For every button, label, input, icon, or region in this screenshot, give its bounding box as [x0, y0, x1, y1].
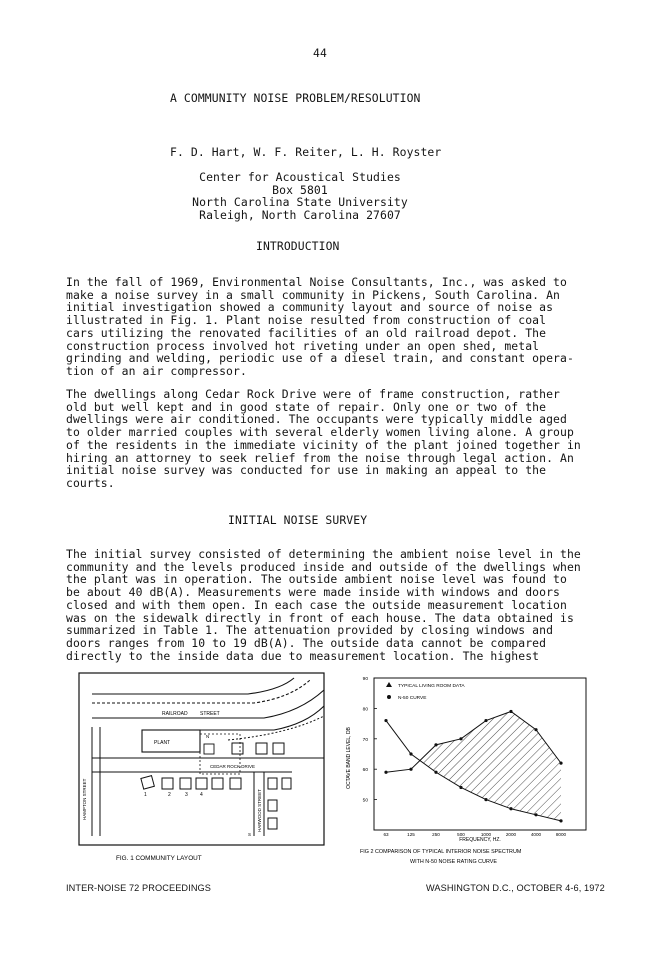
- railroad-track: [92, 680, 310, 703]
- footer-venue-date: WASHINGTON D.C., OCTOBER 4-6, 1972: [426, 883, 605, 893]
- house: [141, 776, 154, 789]
- living-room-data-point: [509, 710, 512, 713]
- house: [230, 778, 241, 789]
- hampton-street-label: HAMPTON STREET: [82, 778, 87, 820]
- x-tick-label: 125: [407, 832, 415, 837]
- house: [268, 818, 277, 829]
- house: [212, 778, 223, 789]
- text-line: of the residents in the immediate vicinity of the plant joined together in: [66, 437, 581, 452]
- chart-caption-line2: WITH N-50 NOISE RATING CURVE: [410, 859, 497, 865]
- living-room-data-point: [534, 728, 537, 731]
- n50-curve-point: [459, 786, 462, 789]
- text-line: closed and with them open. In each case the outside measurement location: [66, 597, 567, 612]
- house: [256, 743, 267, 754]
- intro-paragraph-2: [66, 388, 604, 490]
- n50-curve-point: [534, 813, 537, 816]
- south-marker: S: [248, 832, 252, 837]
- x-tick-label: 8000: [555, 832, 567, 837]
- house-number: 1: [144, 792, 147, 798]
- house: [232, 743, 243, 754]
- affiliation-block: [180, 171, 420, 221]
- affiliation-line: North Carolina State University: [192, 195, 408, 210]
- house: [162, 778, 173, 789]
- x-tick-label: 63: [383, 832, 389, 837]
- harwood-street-label: HARWOOD STREET: [257, 789, 262, 832]
- n50-curve-point: [434, 771, 437, 774]
- community-layout-figure: [78, 672, 330, 872]
- text-line: summarized in Table 1. The attenuation provided by closing windows and: [66, 623, 554, 638]
- text-line: tion of an air compressor.: [66, 363, 247, 378]
- living-room-data-point: [409, 768, 412, 771]
- legend-label-living-room: TYPICAL LIVING ROOM DATA: [398, 684, 465, 689]
- x-tick-label: 500: [457, 832, 465, 837]
- chart-caption-line1: FIG 2 COMPARISON OF TYPICAL INTERIOR NOISE SPECTRUM: [360, 849, 522, 855]
- page-number: 44: [313, 46, 327, 60]
- y-tick-label: 50: [362, 798, 368, 804]
- survey-paragraph-1: [66, 548, 604, 662]
- house-number: 4: [200, 792, 203, 798]
- living-room-data-point: [459, 737, 462, 740]
- text-line: courts.: [66, 475, 115, 490]
- cedar-rock-label: CEDAR ROCK DRIVE: [210, 764, 256, 769]
- house-number: 2: [168, 792, 171, 798]
- figure1-caption: FIG. 1 COMMUNITY LAYOUT: [116, 855, 202, 862]
- affiliation-line: Box 5801: [272, 182, 328, 197]
- survey-heading: INITIAL NOISE SURVEY: [228, 513, 368, 527]
- x-axis-label: FREQUENCY, HZ.: [459, 837, 501, 843]
- house: [268, 800, 277, 811]
- n50-curve-point: [559, 819, 562, 822]
- house: [268, 778, 277, 789]
- y-tick-label: 80: [362, 707, 368, 713]
- living-room-data-point: [484, 719, 487, 722]
- text-line: was on the sidewalk directly in front of each house. The data obtained is: [66, 610, 574, 625]
- text-line: The initial survey consisted of determining the ambient noise level in the: [66, 547, 581, 561]
- noise-spectrum-chart: [340, 668, 592, 873]
- street-label: STREET: [200, 711, 220, 717]
- legend-marker-triangle: [386, 682, 392, 687]
- text-line: doors ranges from 10 to 19 dB(A). The outside data cannot be compared: [66, 635, 547, 650]
- text-line: hiring an attorney to seek relief from the noise through legal action. An: [66, 450, 574, 465]
- text-line: grinding and welding, periodic use of a diesel train, and constant opera-: [66, 351, 574, 366]
- text-line: to older married couples with several elderly women living alone. A group: [66, 425, 574, 440]
- x-tick-label: 1000: [480, 832, 492, 837]
- house: [180, 778, 191, 789]
- affiliation-line: Raleigh, North Carolina 27607: [199, 207, 401, 222]
- railroad-track: [92, 678, 294, 694]
- legend-label-n50: N-50 CURVE: [398, 696, 427, 701]
- n50-curve-point: [384, 719, 387, 722]
- paper-title: A COMMUNITY NOISE PROBLEM/RESOLUTION: [170, 91, 421, 105]
- text-line: make a noise survey in a small community in Pickens, South Carolina. An: [66, 287, 560, 302]
- house-number: 3: [185, 792, 188, 798]
- house: [196, 778, 207, 789]
- text-line: dwellings were air conditioned. The occupants were typically middle aged: [66, 412, 567, 427]
- n50-curve-point: [509, 807, 512, 810]
- n50-curve-point: [484, 798, 487, 801]
- house: [282, 778, 291, 789]
- railroad-label: RAILROAD: [162, 711, 188, 717]
- text-line: The dwellings along Cedar Rock Drive were of frame construction, rather: [66, 387, 560, 401]
- text-line: In the fall of 1969, Environmental Noise Consultants, Inc., was asked to: [66, 275, 567, 289]
- plant-label: PLANT: [154, 740, 171, 746]
- y-axis-ticks: [363, 676, 377, 804]
- text-line: community and the levels produced inside and outside of the dwellings when: [66, 559, 581, 574]
- text-line: illustrated in Fig. 1. Plant noise resulted from construction of coal: [66, 313, 547, 328]
- text-line: old but well kept and in good state of repair. Only one or two of the: [66, 399, 547, 414]
- footer-proceedings: INTER-NOISE 72 PROCEEDINGS: [66, 883, 212, 893]
- house: [273, 743, 284, 754]
- x-tick-label: 250: [432, 832, 440, 837]
- plant-building: [142, 730, 200, 752]
- x-tick-label: 2000: [505, 832, 517, 837]
- exceedance-hatched-area: [420, 711, 561, 820]
- y-tick-label: 60: [362, 768, 368, 774]
- intro-paragraph-1: [66, 276, 604, 378]
- figure-border: [79, 673, 324, 845]
- text-line: construction process involved hot riveting under an open shed, metal: [66, 338, 540, 353]
- affiliation-line: Center for Acoustical Studies: [199, 170, 401, 184]
- text-line: cars utilizing the renovated facilities of an old railroad depot. The: [66, 325, 547, 340]
- y-tick-label: 70: [362, 737, 368, 743]
- text-line: initial investigation showed a community layout and source of noise as: [66, 300, 554, 315]
- living-room-data-point: [384, 771, 387, 774]
- text-line: directly to the inside data due to measurement location. The highest: [66, 648, 540, 663]
- n50-curve-point: [409, 752, 412, 755]
- living-room-data-point: [559, 762, 562, 765]
- author-list: F. D. Hart, W. F. Reiter, L. H. Royster: [170, 145, 442, 159]
- north-marker: N: [206, 734, 210, 739]
- text-line: be about 40 dB(A). Measurements were made inside with windows and doors: [66, 585, 560, 600]
- railroad-spur: [228, 716, 324, 740]
- x-tick-label: 4000: [530, 832, 542, 837]
- living-room-data-point: [434, 743, 437, 746]
- text-line: initial noise survey was conducted for use in making an appeal to the: [66, 463, 547, 478]
- y-axis-label: OCTAVE BAND LEVEL, DB: [346, 727, 352, 789]
- introduction-heading: INTRODUCTION: [256, 239, 340, 253]
- text-line: the plant was in operation. The outside ambient noise level was found to: [66, 572, 567, 587]
- legend-marker-dot: [387, 695, 391, 699]
- outbuilding: [204, 744, 214, 754]
- y-tick-label: 90: [362, 677, 368, 682]
